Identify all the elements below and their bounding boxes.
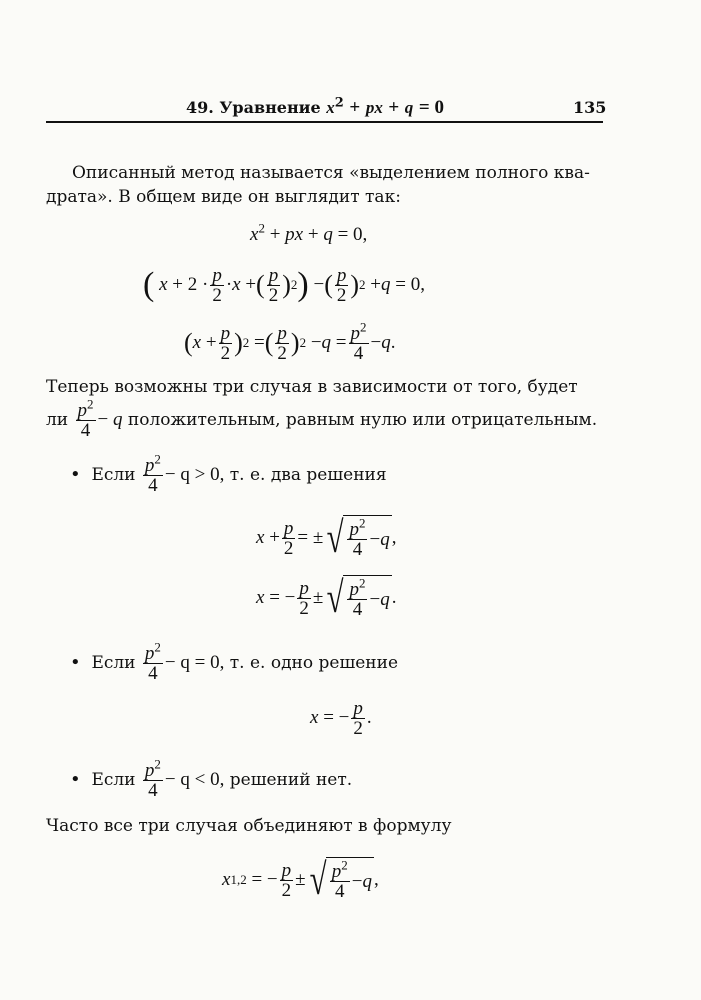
conclusion-line: Часто все три случая объединяют в формулу [46, 816, 452, 836]
case-1-prefix: Если [91, 465, 136, 485]
case-1-equation-b: x = − $\frac{p}{2}$ ± √ $\frac{p^2}{4}$ − q . [256, 573, 397, 622]
transition-suffix: положительным, равным нулю или отрицательным. [127, 410, 598, 430]
case-1: • Если $\frac{p^2}{4}$ − q > 0, т. е. два решения [70, 451, 387, 496]
bullet-icon: • [70, 652, 81, 673]
bullet-icon: • [70, 464, 81, 485]
case-3: • Если $\frac{p^2}{4}$ − q < 0, решений нет. [70, 756, 353, 801]
equation-2: ( x + 2 · $\frac{p}{2}$ · x + ( $\frac{p}{2}$ ) 2 ) − ( $\frac{p}{2}$ ) 2 + q = 0, [143, 264, 425, 306]
case-2-equation: x = − $\frac{p}{2}$ . [310, 697, 372, 739]
equation-3: ( x + $\frac{p}{2}$ ) 2 = ( $\frac{p}{2}$ ) 2 − q = $\frac{p^2}{4}$ − q . [184, 319, 396, 364]
bullet-icon: • [70, 769, 81, 790]
case-2-text: т. е. одно решение [229, 653, 399, 673]
final-formula: x 1,2 = − $\frac{p}{2}$ ± √ $\frac{p^2}{4}$ − q , [222, 855, 379, 904]
case-2-condition: − q = 0, [164, 652, 225, 673]
case-3-prefix: Если [91, 770, 136, 790]
section-title: 49. Уравнение $x^2$ + px + q = 0 [186, 95, 444, 118]
case-1-condition: − q > 0, [164, 464, 225, 485]
header-rule [46, 121, 603, 123]
equation-1: $x^2$ + px + q = 0, [250, 220, 368, 245]
case-1-equation-a: x + $\frac{p}{2}$ = ± √ $\frac{p^2}{4}$ − q , [256, 513, 397, 562]
transition-prefix: ли [46, 410, 69, 430]
page-number: 135 [573, 98, 607, 117]
transition-line-2: ли $\frac{p^2}{4}$ − q положительным, равным нулю или отрицательным. [46, 396, 598, 441]
transition-line-1: Теперь возможны три случая в зависимости от того, будет [46, 377, 578, 397]
case-2: • Если $\frac{p^2}{4}$ − q = 0, т. е. одно решение [70, 639, 399, 684]
case-1-text: т. е. два решения [229, 465, 387, 485]
case-3-text: решений нет. [229, 770, 353, 790]
intro-line-2: драта». В общем виде он выглядит так: [46, 187, 401, 207]
intro-line-1: Описанный метод называется «выделением полного ква- [72, 163, 590, 183]
case-3-condition: − q < 0, [164, 769, 225, 790]
case-2-prefix: Если [91, 653, 136, 673]
